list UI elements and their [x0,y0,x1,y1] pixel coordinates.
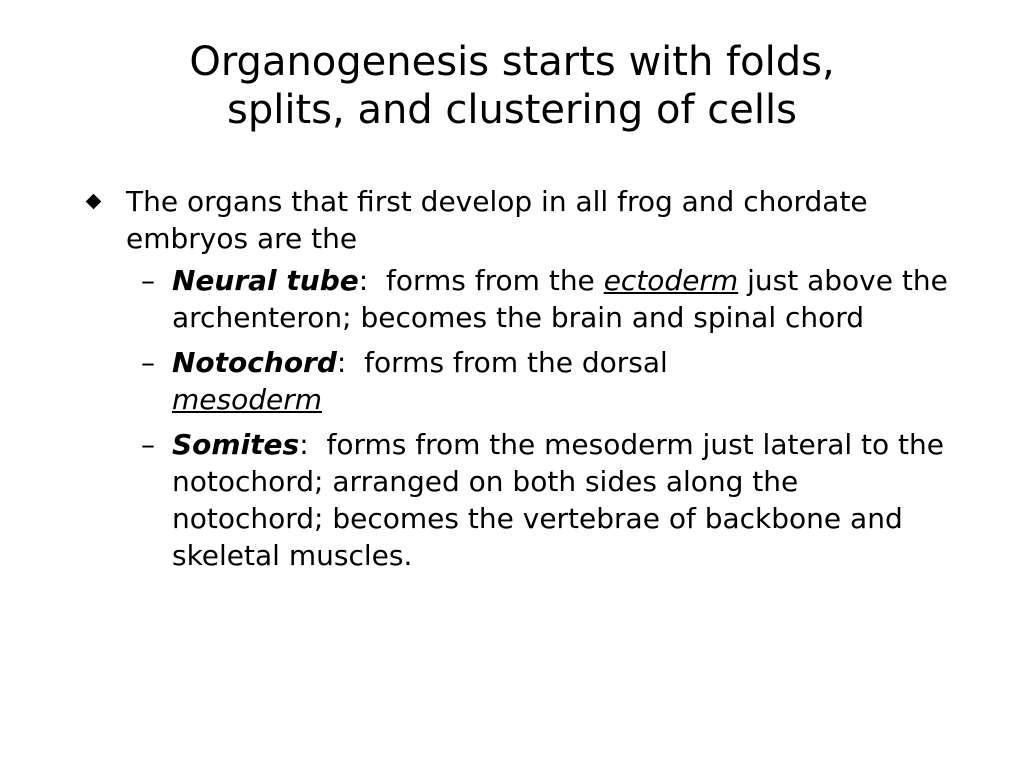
sub-bullet-notochord [88,344,958,418]
colon: : [299,428,309,461]
colon: : [358,264,369,297]
sub-bullet-somites [88,426,958,574]
sub-bullet-text: forms from the dorsal [346,346,677,379]
sub-bullet-neural-tube [88,262,958,336]
main-bullet [88,183,958,257]
dash-marker: – [141,264,155,297]
term-neural-tube: Neural tube [172,264,359,297]
sub-bullet-text: forms from the [368,264,604,297]
dash-marker: – [141,428,155,461]
emphasis-ectoderm: ectoderm [603,264,739,297]
sub-bullet-list [88,262,958,574]
slide-body [88,183,958,582]
slide-title [60,38,964,134]
emphasis-mesoderm: mesoderm [172,383,323,416]
term-somites: Somites [172,428,300,461]
sub-bullet-text-after: just above the archenteron; becomes the brain and spinal chord [172,264,948,334]
main-bullet-text: The organs that first develop in all frog and chordate embryos are the [126,185,868,255]
dash-marker: – [141,346,155,379]
term-notochord: Notochord [172,346,337,379]
diamond-bullet-icon [86,194,102,210]
title-line-2: splits, and clustering of cells [227,87,797,133]
title-line-1: Organogenesis starts with folds, [189,39,835,85]
sub-bullet-text: forms from the mesoderm just lateral to the notochord; arranged on both sides along the notochord; becomes the vertebrae of backbone and skeletal muscles. [172,428,953,572]
colon: : [336,346,347,379]
